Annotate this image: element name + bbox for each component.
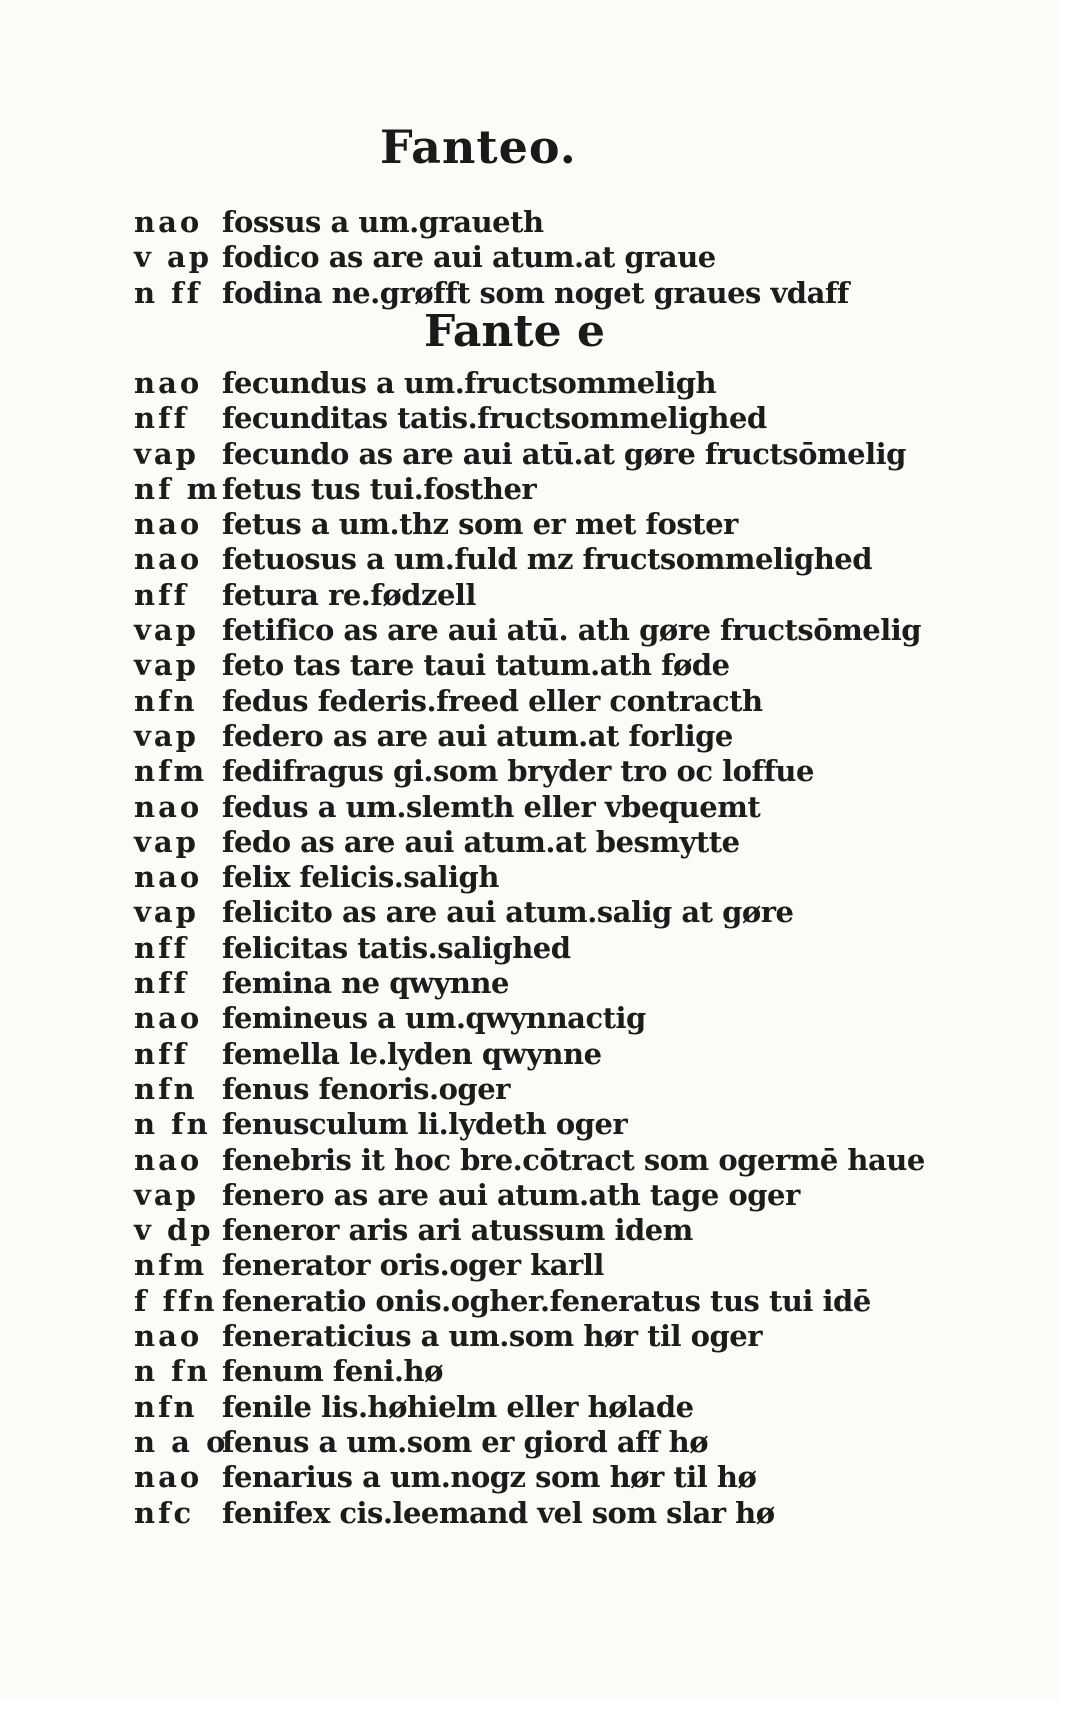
scan-edge-right bbox=[1060, 0, 1065, 1718]
entry-grammar-code: vap bbox=[134, 1177, 199, 1212]
dictionary-entry bbox=[134, 1213, 934, 1248]
entry-gloss: fenero as are aui atum.ath tage oger bbox=[222, 1177, 800, 1212]
entry-gloss: fenus fenoris.oger bbox=[222, 1071, 510, 1106]
entry-grammar-code: nfn bbox=[134, 683, 198, 718]
entry-gloss: fossus a um.graueth bbox=[222, 205, 544, 239]
entry-gloss: fenebris it hoc bre.cōtract som ogermē haue bbox=[222, 1142, 925, 1177]
entry-grammar-code: nao bbox=[134, 1142, 203, 1177]
entry-grammar-code: nfn bbox=[134, 1389, 198, 1424]
entry-grammar-code: nao bbox=[134, 507, 203, 542]
dictionary-entry bbox=[134, 1037, 934, 1072]
dictionary-entry bbox=[134, 1284, 934, 1319]
dictionary-entry bbox=[134, 1460, 934, 1495]
entry-grammar-code: nao bbox=[134, 860, 203, 895]
entry-grammar-code: vap bbox=[134, 613, 199, 648]
entry-gloss: femineus a um.qwynnactig bbox=[222, 1001, 646, 1036]
dictionary-entry bbox=[134, 1001, 934, 1036]
dictionary-entry bbox=[134, 684, 934, 719]
entry-gloss: fenus a um.som er giord aff hø bbox=[222, 1424, 709, 1459]
dictionary-entry bbox=[134, 1143, 934, 1178]
entry-grammar-code: nao bbox=[134, 542, 203, 577]
dictionary-entry bbox=[134, 542, 934, 577]
entry-gloss: femina ne qwynne bbox=[222, 966, 509, 1001]
entry-gloss: femella le.lyden qwynne bbox=[222, 1036, 602, 1071]
section-heading-fante-e: Fante e bbox=[424, 306, 605, 357]
dictionary-entry bbox=[134, 860, 934, 895]
dictionary-entry bbox=[134, 1390, 934, 1425]
dictionary-entry bbox=[134, 472, 934, 507]
entry-grammar-code: nao bbox=[134, 1001, 203, 1036]
entry-grammar-code: vap bbox=[134, 648, 199, 683]
entry-grammar-code: vap bbox=[134, 718, 199, 753]
entry-grammar-code: n fn bbox=[134, 1354, 211, 1389]
entry-gloss: fetus a um.thz som er met foster bbox=[222, 507, 738, 542]
entry-gloss: feneratio onis.ogher.feneratus tus tui idē bbox=[222, 1283, 871, 1318]
dictionary-entry bbox=[134, 401, 934, 436]
entry-gloss: fecundus a um.fructsommeligh bbox=[222, 366, 717, 400]
dictionary-entry bbox=[134, 1354, 934, 1389]
entry-gloss: fodico as are aui atum.at graue bbox=[222, 240, 716, 275]
entry-gloss: fetura re.fødzell bbox=[222, 577, 476, 612]
entry-grammar-code: n a o bbox=[134, 1424, 229, 1459]
entry-gloss: feneraticius a um.som hør til oger bbox=[222, 1319, 763, 1354]
entry-gloss: fenarius a um.nogz som hør til hø bbox=[222, 1460, 757, 1495]
entry-gloss: fenum feni.hø bbox=[222, 1354, 443, 1389]
entry-grammar-code: nfn bbox=[134, 1071, 198, 1106]
entry-grammar-code: vap bbox=[134, 436, 199, 471]
dictionary-entry bbox=[134, 366, 934, 401]
entry-list-fanteo bbox=[134, 205, 934, 311]
dictionary-entry bbox=[134, 507, 934, 542]
entry-gloss: feto tas tare taui tatum.ath føde bbox=[222, 648, 730, 683]
entry-grammar-code: f ffn bbox=[134, 1283, 218, 1318]
dictionary-entry bbox=[134, 895, 934, 930]
dictionary-entry bbox=[134, 1425, 934, 1460]
entry-grammar-code: nfc bbox=[134, 1495, 195, 1530]
entry-grammar-code: nff bbox=[134, 1036, 190, 1071]
entry-grammar-code: nao bbox=[134, 1319, 203, 1354]
entry-gloss: fedifragus gi.som bryder tro oc loffue bbox=[222, 754, 814, 789]
dictionary-entry bbox=[134, 966, 934, 1001]
entry-gloss: fenerator oris.oger karll bbox=[222, 1248, 604, 1283]
entry-grammar-code: n ff bbox=[134, 275, 203, 310]
entry-gloss: feneror aris ari atussum idem bbox=[222, 1213, 693, 1248]
entry-gloss: fedus federis.freed eller contracth bbox=[222, 683, 763, 718]
dictionary-entry bbox=[134, 1107, 934, 1142]
entry-grammar-code: nff bbox=[134, 966, 190, 1001]
entry-grammar-code: nff bbox=[134, 930, 190, 965]
dictionary-entry bbox=[134, 1072, 934, 1107]
dictionary-entry bbox=[134, 1178, 934, 1213]
entry-grammar-code: n fn bbox=[134, 1107, 211, 1142]
entry-gloss: federo as are aui atum.at forlige bbox=[222, 718, 733, 753]
dictionary-entry bbox=[134, 1319, 934, 1354]
entry-grammar-code: nff bbox=[134, 401, 190, 436]
entry-grammar-code: nao bbox=[134, 205, 203, 239]
entry-grammar-code: vap bbox=[134, 895, 199, 930]
entry-gloss: fetus tus tui.fosther bbox=[222, 471, 537, 506]
entry-gloss: fetifico as are aui atū. ath gøre fructsōmelig bbox=[222, 613, 922, 648]
entry-gloss: fenifex cis.leemand vel som slar hø bbox=[222, 1495, 775, 1530]
entry-grammar-code: nao bbox=[134, 366, 203, 400]
dictionary-entry bbox=[134, 754, 934, 789]
entry-gloss: fenile lis.høhielm eller hølade bbox=[222, 1389, 694, 1424]
dictionary-entry bbox=[134, 790, 934, 825]
dictionary-entry bbox=[134, 613, 934, 648]
entry-grammar-code: nf m bbox=[134, 471, 221, 506]
entry-gloss: fenusculum li.lydeth oger bbox=[222, 1107, 628, 1142]
dictionary-entry bbox=[134, 205, 934, 240]
entry-gloss: fodina ne.grøfft som noget graues vdaff bbox=[222, 275, 849, 310]
entry-grammar-code: nfm bbox=[134, 1248, 208, 1283]
entry-grammar-code: nao bbox=[134, 1460, 203, 1495]
entry-gloss: fecunditas tatis.fructsommelighed bbox=[222, 401, 767, 436]
dictionary-entry bbox=[134, 825, 934, 860]
entry-gloss: fedo as are aui atum.at besmytte bbox=[222, 824, 740, 859]
entry-grammar-code: nao bbox=[134, 789, 203, 824]
dictionary-entry bbox=[134, 719, 934, 754]
entry-gloss: fedus a um.slemth eller vbequemt bbox=[222, 789, 761, 824]
dictionary-entry bbox=[134, 1496, 934, 1531]
dictionary-entry bbox=[134, 1248, 934, 1283]
entry-gloss: fetuosus a um.fuld mz fructsommelighed bbox=[222, 542, 873, 577]
dictionary-entry bbox=[134, 931, 934, 966]
dictionary-entry bbox=[134, 578, 934, 613]
section-heading-fanteo: Fanteo. bbox=[380, 120, 577, 174]
entry-gloss: felicito as are aui atum.salig at gøre bbox=[222, 895, 794, 930]
entry-gloss: fecundo as are aui atū.at gøre fructsōmelig bbox=[222, 436, 906, 471]
entry-grammar-code: v ap bbox=[134, 240, 213, 275]
entry-grammar-code: v dp bbox=[134, 1213, 214, 1248]
entry-list-fante-e bbox=[134, 366, 934, 1531]
entry-gloss: felix felicis.saligh bbox=[222, 860, 499, 895]
dictionary-entry bbox=[134, 648, 934, 683]
dictionary-entry bbox=[134, 240, 934, 275]
entry-grammar-code: vap bbox=[134, 824, 199, 859]
scan-edge-bottom bbox=[0, 1700, 1065, 1718]
entry-gloss: felicitas tatis.salighed bbox=[222, 930, 571, 965]
entry-grammar-code: nff bbox=[134, 577, 190, 612]
entry-grammar-code: nfm bbox=[134, 754, 208, 789]
dictionary-entry bbox=[134, 437, 934, 472]
